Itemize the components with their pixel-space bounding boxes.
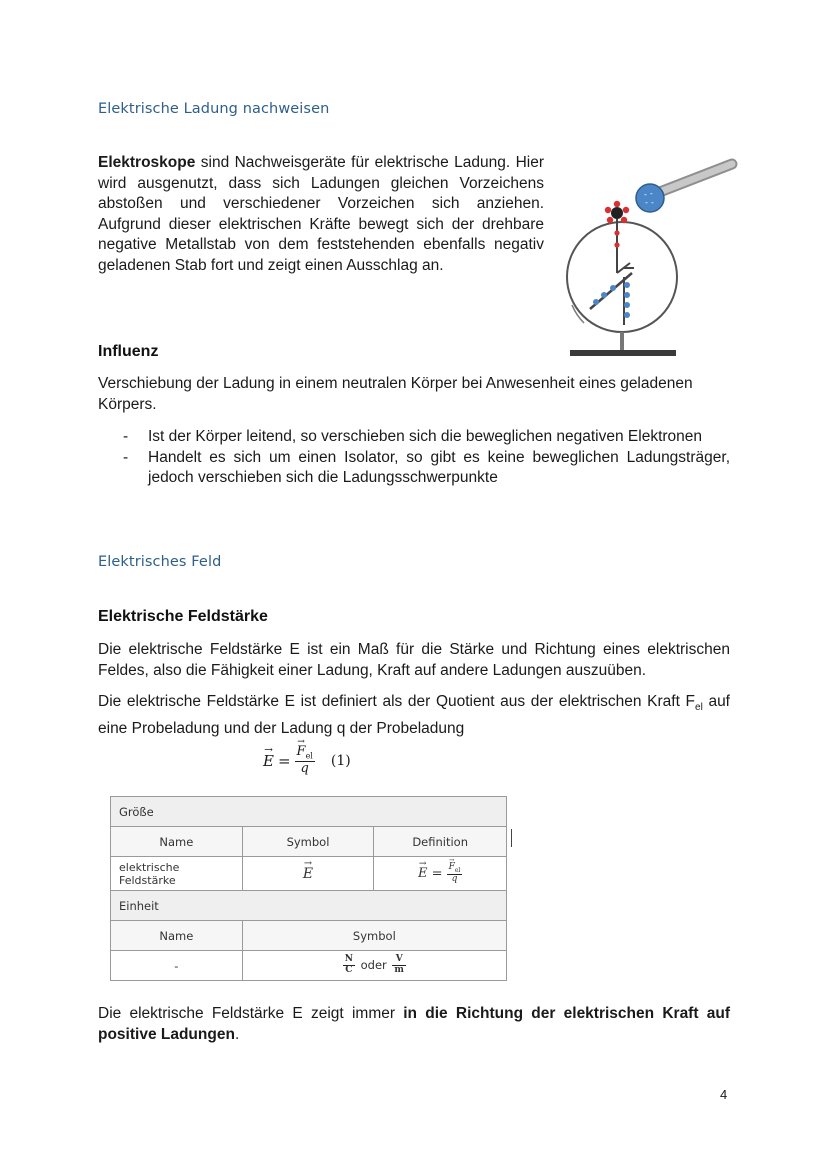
elektroskop-text: sind Nachweisgeräte für elektrische Ladung. Hier wird ausgenutzt, dass sich Ladungen gleichen Vorzeichens abstoßen und verschiedener Vorzeichen sich anziehen. Aufgrund dieser elektrischen Kräfte bewegt sich der drehbare negative Metallstab von dem feststehenden ebenfalls negativ geladenen Stab fort und zeigt einen Ausschlag an. [98, 154, 544, 274]
table-cell-definition: → E = → $\frac{F_{el}}{q}$ [374, 857, 507, 891]
table-header: Symbol [242, 827, 374, 857]
influenz-heading: Influenz [98, 343, 159, 360]
section-heading-feld: Elektrisches Feld [98, 554, 222, 570]
equation-1: → E = → $\frac{F_{el}}{q}$ (1) [263, 745, 351, 776]
table-group-groesse: Größe [111, 797, 507, 827]
equation-fraction: → $\frac{F_{el}}{q}$ [295, 745, 315, 776]
svg-text:-: - [645, 198, 648, 207]
table-cell-unit-name: - [111, 951, 243, 981]
electroscope-illustration [560, 155, 740, 360]
feldstaerke-direction-paragraph: Die elektrische Feldstärke E zeigt immer in die Richtung der elektrischen Kraft auf positive Ladungen. [98, 1005, 730, 1043]
table-cell-name: elektrische Feldstärke [111, 857, 243, 891]
svg-text:-: - [651, 198, 654, 207]
svg-text:-: - [644, 190, 647, 199]
table-header: Definition [374, 827, 507, 857]
list-item: - Ist der Körper leitend, so verschieben sich die beweglichen negativen Elektronen [98, 427, 730, 448]
influenz-list [98, 427, 730, 489]
table-header: Name [111, 827, 243, 857]
section-heading-ladung: Elektrische Ladung nachweisen [98, 101, 330, 117]
electroscope-knob [611, 207, 623, 219]
electroscope-housing [567, 222, 677, 332]
table-header: Name [111, 921, 243, 951]
elektroskop-term: Elektroskope [98, 154, 196, 171]
influenz-text: Verschiebung der Ladung in einem neutralen Körper bei Anwesenheit eines geladenen Körpers. [98, 375, 693, 413]
elektroskop-paragraph [98, 153, 544, 277]
equation-number: (1) [330, 752, 351, 769]
table-header: Symbol [242, 921, 506, 951]
feldstaerke-heading: Elektrische Feldstärke [98, 608, 268, 625]
page-number: 4 [720, 1087, 728, 1102]
text-cursor [511, 829, 512, 847]
table-cell-unit-symbol: $\frac{N}{C}$ oder $\frac{V}{m}$ [242, 951, 506, 981]
table-group-einheit: Einheit [111, 891, 507, 921]
equation-lhs: → E [263, 752, 274, 770]
feldstaerke-paragraph-2: Die elektrische Feldstärke E ist definiert als der Quotient aus der elektrischen Kraft $F_{el}$ auf eine Probeladung und der Ladung q der Probeladung [98, 693, 730, 737]
units-table [110, 796, 507, 981]
stand-base [570, 350, 676, 356]
list-item: - Handelt es sich um einen Isolator, so gibt es keine beweglichen Ladungsträger, jedoch verschieben sich die Ladungsschwerpunkte [98, 448, 730, 489]
table-cell-symbol: → E [242, 857, 374, 891]
svg-text:-: - [650, 189, 653, 198]
feldstaerke-paragraph-1: Die elektrische Feldstärke E ist ein Maß für die Stärke und Richtung eines elektrischen Feldes, also die Fähigkeit einer Ladung, Kraft auf andere Ladungen auszuüben. [98, 641, 730, 679]
